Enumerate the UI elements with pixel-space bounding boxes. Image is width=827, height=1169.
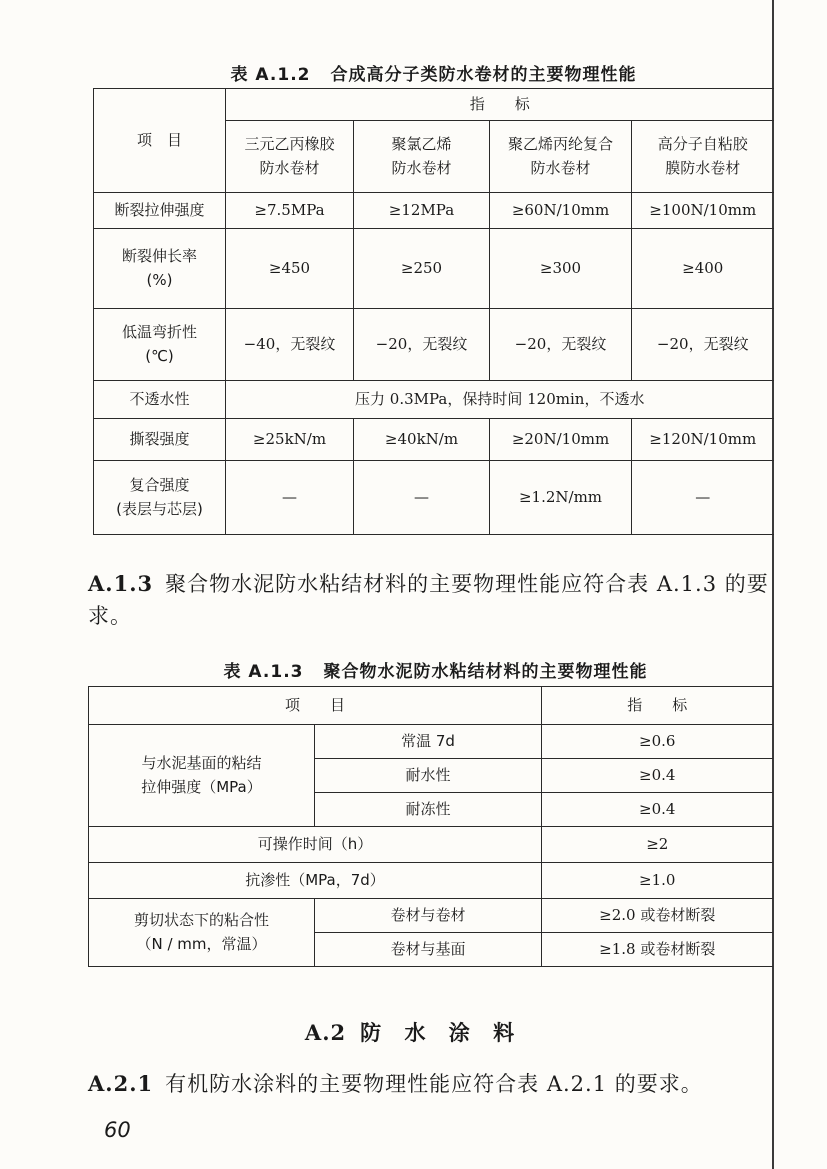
section-number: A.2 [304,1020,347,1045]
table-a12-col-header: 聚氯乙烯 防水卷材 [354,121,490,193]
table-cell: ≥7.5MPa [226,193,354,229]
row-sub-label: 耐冻性 [315,793,542,827]
row-label: 不透水性 [94,381,226,419]
row-label: 复合强度 (表层与芯层) [94,461,226,535]
row-group-label: 与水泥基面的粘结 拉伸强度（MPa） [89,725,315,827]
clause-text: 聚合物水泥防水粘结材料的主要物理性能应符合表 A.1.3 的要求。 [88,572,769,628]
table-row [89,899,773,933]
table-cell: ≥2 [542,827,773,863]
table-cell: ≥0.4 [542,793,773,827]
table-cell: ≥300 [490,229,632,309]
table-cell: ≥20N/10mm [490,419,632,461]
table-cell: ≥1.0 [542,863,773,899]
table-row [94,381,774,419]
table-cell: ≥25kN/m [226,419,354,461]
table-a13-header-item: 项 目 [89,687,542,725]
row-label: 断裂伸长率 (%) [94,229,226,309]
row-label: 断裂拉伸强度 [94,193,226,229]
table-row [94,229,774,309]
table-cell: −20，无裂纹 [490,309,632,381]
row-label: 抗渗性（MPa，7d） [89,863,542,899]
table-cell: ≥40kN/m [354,419,490,461]
table-cell: ≥0.6 [542,725,773,759]
table-cell: ≥120N/10mm [632,419,774,461]
table-a12-number: 表 A.1.2 [230,65,311,85]
table-cell: ≥12MPa [354,193,490,229]
table-a12-col-header: 三元乙丙橡胶 防水卷材 [226,121,354,193]
table-row [89,863,773,899]
table-a12-header-index: 指 标 [226,89,774,121]
section-title: 防 水 涂 料 [360,1020,523,1045]
table-row [94,193,774,229]
table-cell: ≥400 [632,229,774,309]
table-a13-title [22,657,827,682]
table-row [94,419,774,461]
row-group-label: 剪切状态下的粘合性 （N / mm，常温） [89,899,315,967]
clause-a13-paragraph [88,568,778,632]
table-a13 [88,686,773,967]
table-cell: ≥2.0 或卷材断裂 [542,899,773,933]
table-cell: ≥100N/10mm [632,193,774,229]
table-cell: −20，无裂纹 [632,309,774,381]
table-cell: — [226,461,354,535]
table-cell: −40，无裂纹 [226,309,354,381]
row-sub-label: 卷材与基面 [315,933,542,967]
table-row [89,725,773,759]
table-row [94,309,774,381]
table-a12-col-header: 聚乙烯丙纶复合 防水卷材 [490,121,632,193]
clause-number: A.1.3 [88,571,154,596]
table-a12-title [20,60,827,85]
row-label: 撕裂强度 [94,419,226,461]
row-sub-label: 卷材与卷材 [315,899,542,933]
table-cell: ≥250 [354,229,490,309]
table-cell: −20，无裂纹 [354,309,490,381]
table-a13-header-index: 指 标 [542,687,773,725]
row-label: 可操作时间（h） [89,827,542,863]
table-a13-number: 表 A.1.3 [223,662,304,682]
row-sub-label: 耐水性 [315,759,542,793]
clause-number: A.2.1 [88,1071,154,1096]
clause-text: 有机防水涂料的主要物理性能应符合表 A.2.1 的要求。 [165,1072,703,1096]
table-row [94,461,774,535]
table-cell-merged: 压力 0.3MPa，保持时间 120min，不透水 [226,381,774,419]
clause-a21-paragraph [88,1068,778,1100]
table-cell: ≥450 [226,229,354,309]
table-a12 [93,88,774,535]
table-cell: — [354,461,490,535]
table-cell: ≥1.8 或卷材断裂 [542,933,773,967]
table-row [89,827,773,863]
table-a12-col-header: 高分子自粘胶 膜防水卷材 [632,121,774,193]
table-a13-caption: 聚合物水泥防水粘结材料的主要物理性能 [323,662,648,682]
table-cell: ≥1.2N/mm [490,461,632,535]
page-number: 60 [104,1118,131,1142]
table-cell: — [632,461,774,535]
table-a12-caption: 合成高分子类防水卷材的主要物理性能 [330,65,637,85]
table-a12-header-item: 项 目 [94,89,226,193]
row-label: 低温弯折性 (℃) [94,309,226,381]
table-cell: ≥60N/10mm [490,193,632,229]
row-sub-label: 常温 7d [315,725,542,759]
table-cell: ≥0.4 [542,759,773,793]
section-a2-heading [0,1017,827,1047]
